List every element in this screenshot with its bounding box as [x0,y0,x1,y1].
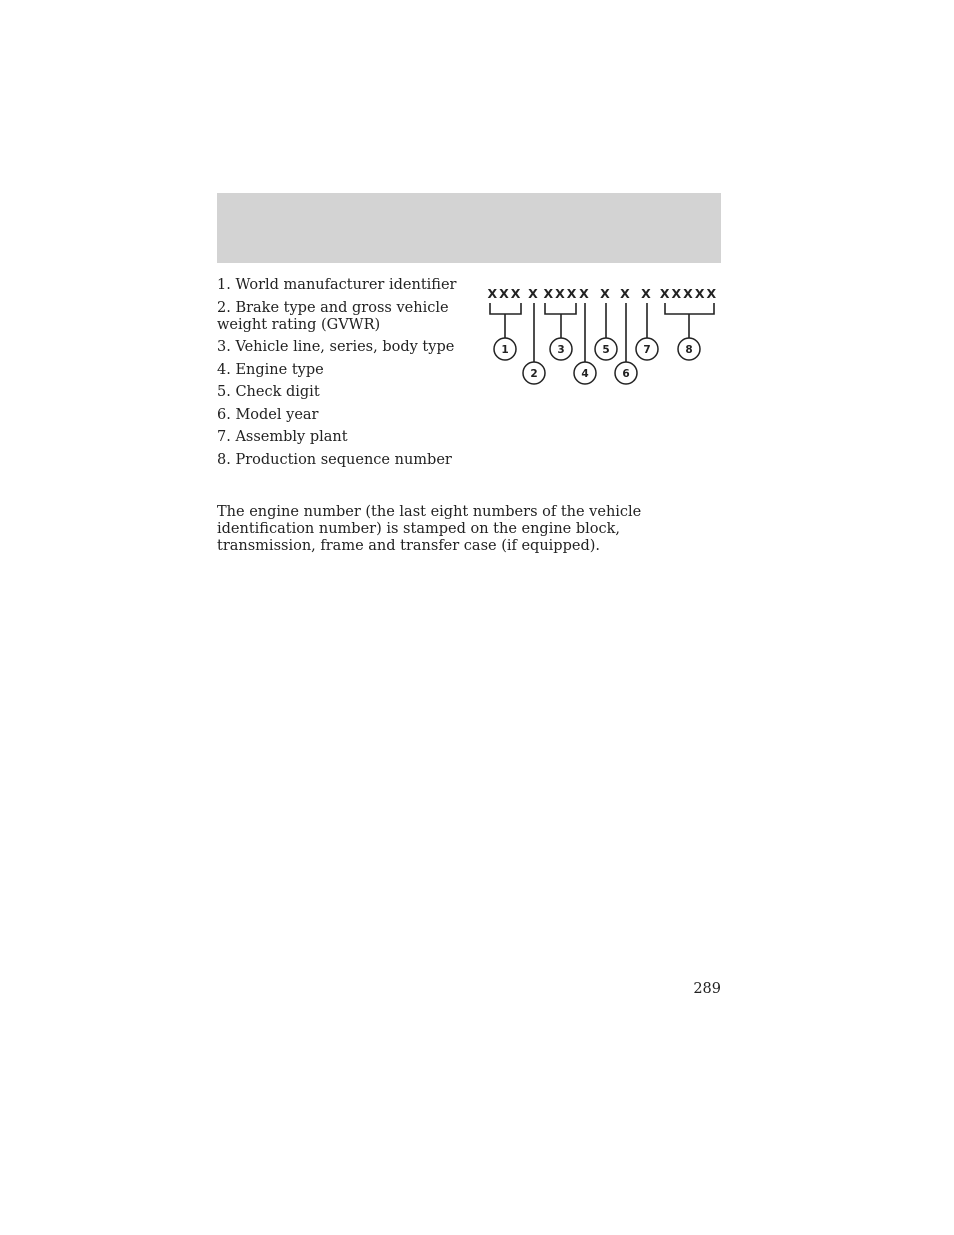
legend-item: 8. Production sequence number [217,451,452,468]
callout-number-3: 3 [557,344,565,356]
page-number: 289 [693,981,721,997]
vin-group-5: X [600,286,612,301]
legend-item: 6. Model year [217,406,319,423]
callout-number-7: 7 [643,344,651,356]
callout-number-8: 8 [685,344,693,356]
callout-number-1: 1 [501,344,509,356]
legend-item: 2. Brake type and gross vehicle weight rating (GVWR) [217,299,449,333]
bracket-8 [665,303,714,339]
vin-group-8: XXXXX [659,286,719,301]
vin-legend-list [217,277,457,474]
bracket-1 [490,303,521,339]
callout-number-5: 5 [602,344,610,356]
vin-group-2: X [528,286,540,301]
legend-item: 4. Engine type [217,361,324,378]
callout-number-6: 6 [622,368,630,380]
vin-group-7: X [641,286,653,301]
callout-number-4: 4 [581,368,589,380]
legend-item: 7. Assembly plant [217,429,348,445]
legend-item: 1. World manufacturer identifier [217,277,457,293]
vin-group-6: X [620,286,632,301]
vin-group-4: X [579,286,591,301]
header-band [217,193,721,263]
vin-group-1: XXX [487,286,523,301]
legend-item: 3. Vehicle line, series, body type [217,339,455,355]
vin-group-3: XXX [543,286,579,301]
engine-number-paragraph: The engine number (the last eight numbers of the vehicle identification number) is stamped on the engine block, transmission, frame and transfer case (if equipped). [217,504,642,554]
callout-number-2: 2 [530,368,538,380]
vin-diagram [484,282,724,392]
legend-item: 5. Check digit [217,384,320,400]
bracket-3 [545,303,576,339]
